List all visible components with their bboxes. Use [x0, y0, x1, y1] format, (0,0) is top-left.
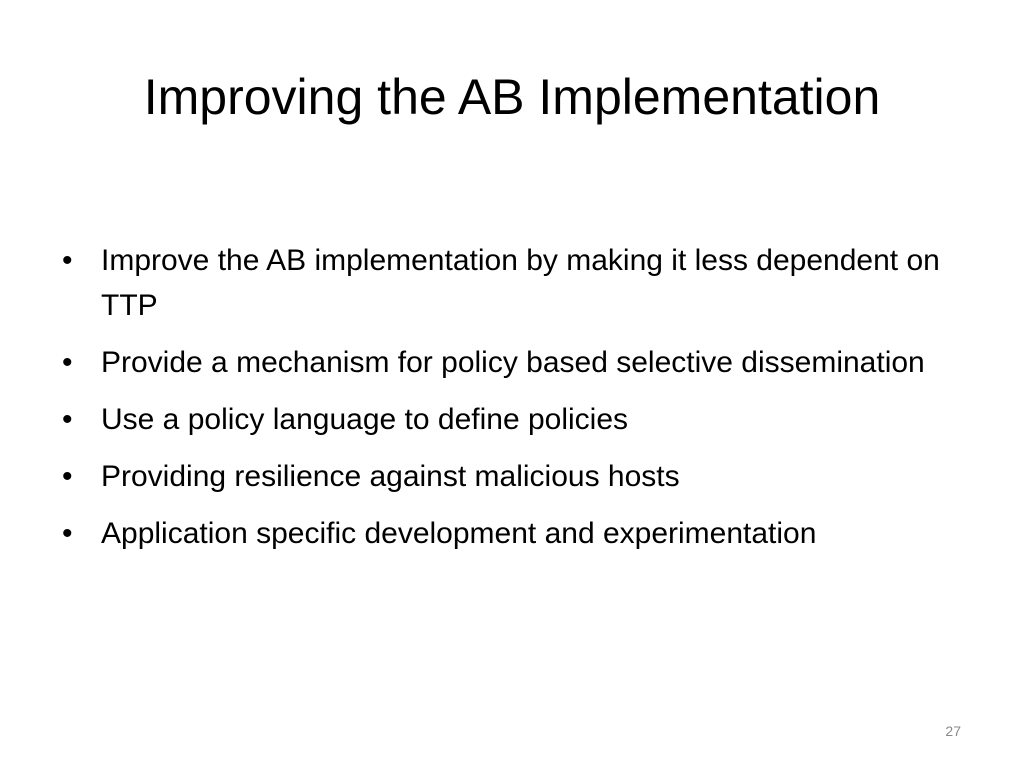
bullet-icon: •: [62, 346, 73, 379]
bullet-item: [56, 340, 976, 385]
bullet-item: [56, 454, 976, 499]
bullet-icon: •: [62, 403, 73, 436]
bullet-text: Provide a mechanism for policy based selective dissemination: [101, 346, 925, 379]
bullet-icon: •: [62, 460, 73, 493]
bullet-text: Use a policy language to define policies: [101, 403, 629, 436]
bullet-list: [56, 238, 976, 568]
bullet-item: [56, 238, 976, 328]
bullet-icon: •: [62, 517, 73, 550]
page-number: 27: [945, 723, 961, 739]
bullet-item: [56, 397, 976, 442]
bullet-item: [56, 511, 976, 556]
bullet-text: Providing resilience against malicious hosts: [101, 460, 680, 493]
bullet-text: Improve the AB implementation by making it less dependent on TTP: [101, 244, 940, 322]
slide-title: Improving the AB Implementation: [143, 69, 881, 125]
bullet-text: Application specific development and experimentation: [101, 517, 817, 550]
bullet-icon: •: [62, 244, 73, 277]
